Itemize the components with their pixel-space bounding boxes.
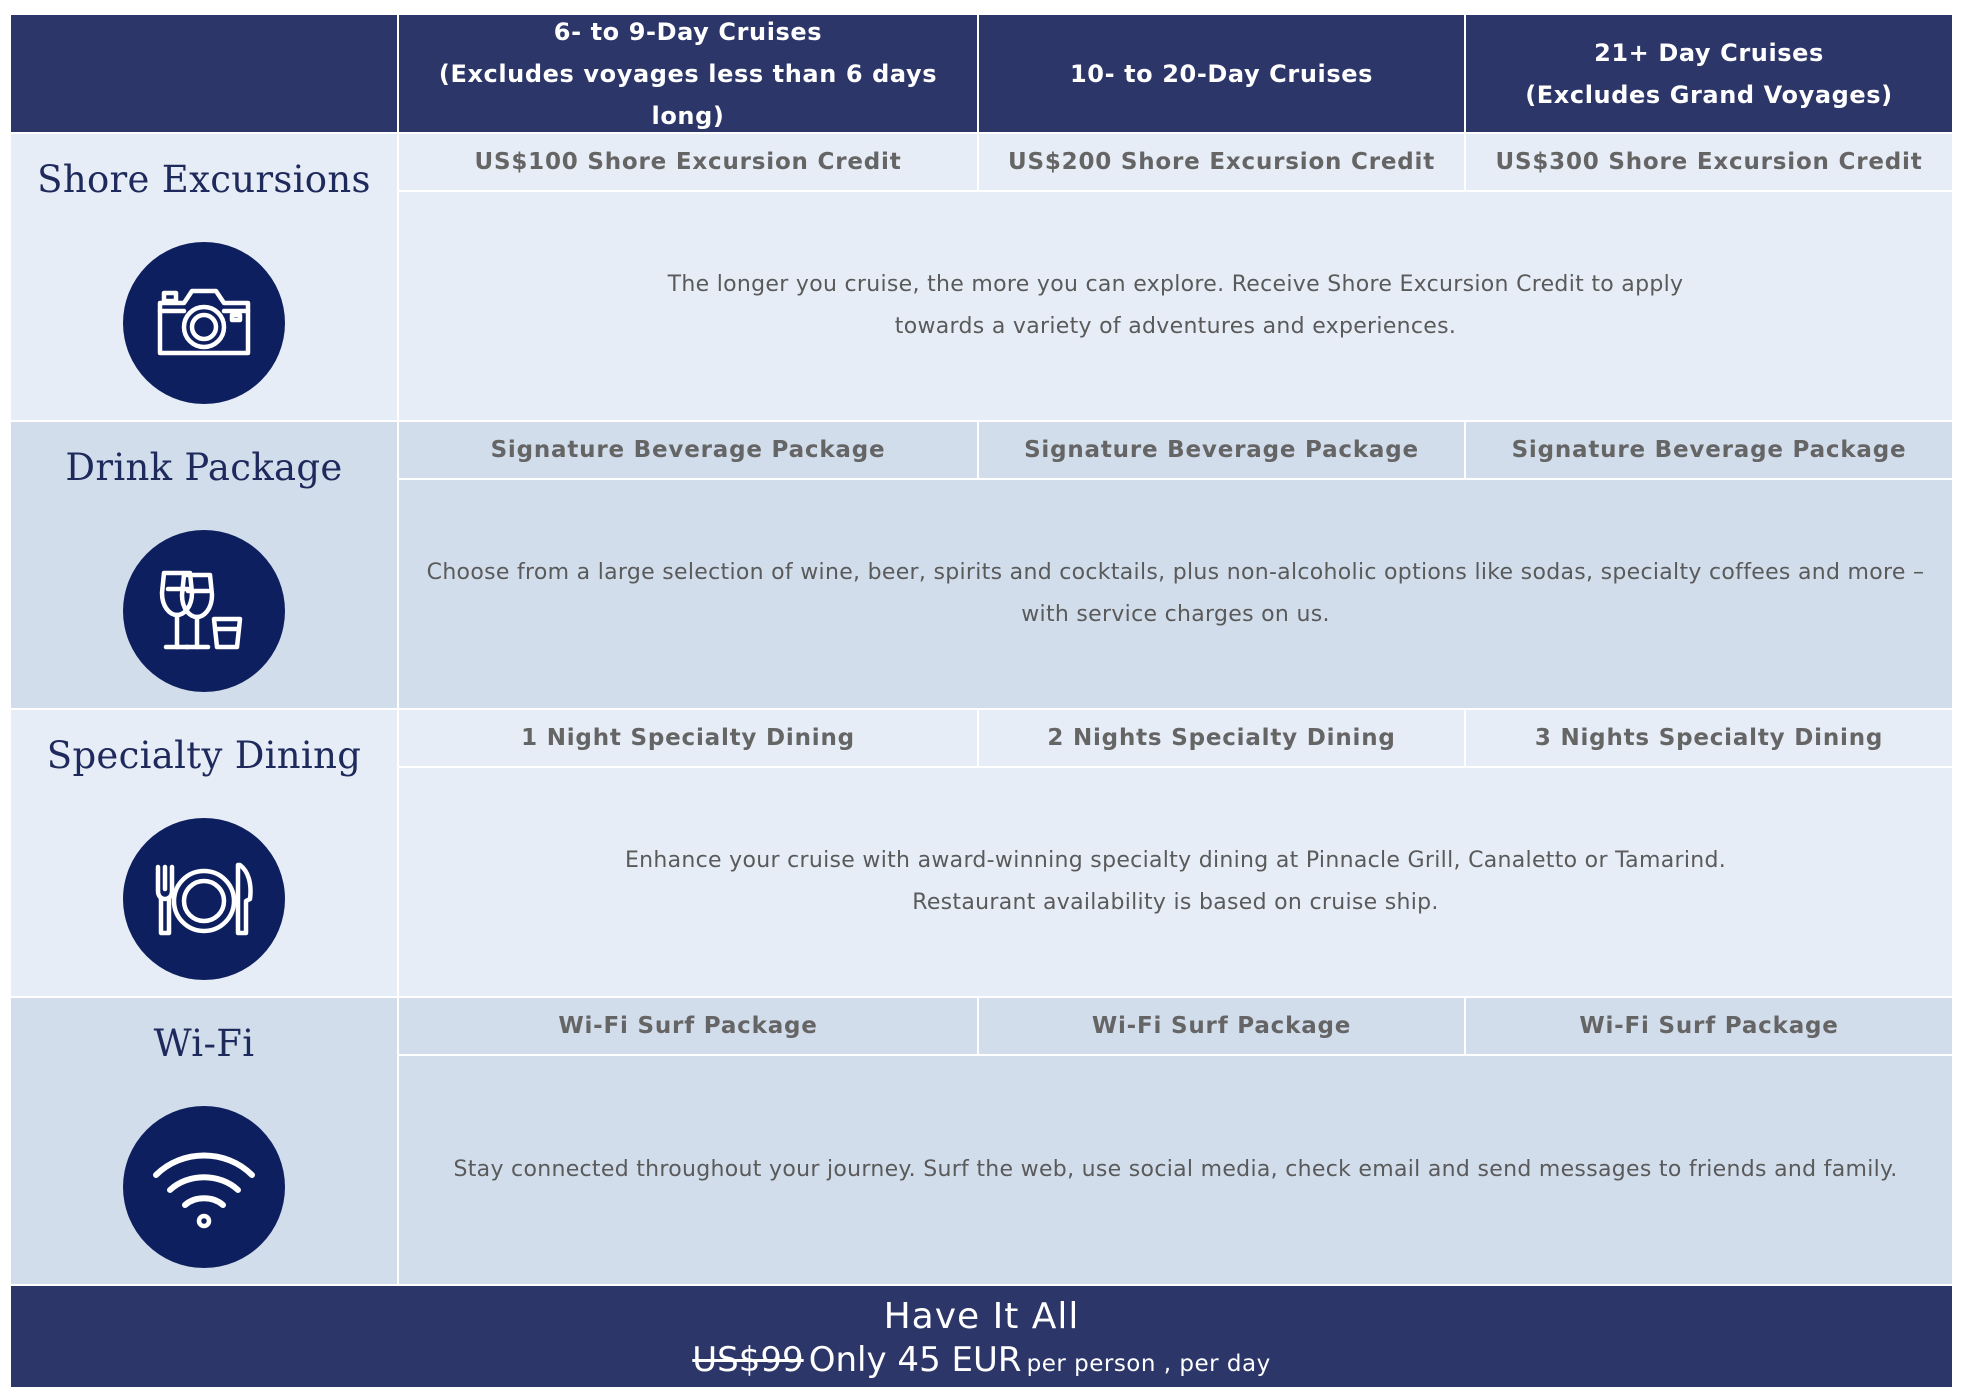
footer-price xyxy=(11,1338,1952,1388)
section-wifi xyxy=(11,998,1952,1284)
row-label xyxy=(11,998,397,1284)
header-col-note: (Excludes voyages less than 6 days long) xyxy=(438,59,938,130)
benefit-cell: US$200 Shore Excursion Credit xyxy=(979,134,1464,190)
benefit-cell: Signature Beverage Package xyxy=(979,422,1464,478)
header-col-title: 21+ Day Cruises xyxy=(1594,38,1824,67)
footer-title: Have It All xyxy=(883,1296,1080,1337)
header-col-21-plus-day xyxy=(1466,15,1952,132)
new-price: Only 45 EUR xyxy=(808,1340,1022,1380)
benefit-cell: 1 Night Specialty Dining xyxy=(399,710,977,766)
row-title: Drink Package xyxy=(65,446,343,489)
header-col-10-20-day xyxy=(979,15,1464,132)
description-line: towards a variety of adventures and experiences. xyxy=(894,314,1457,339)
header-col-note: (Excludes Grand Voyages) xyxy=(1525,80,1893,109)
description-line: Restaurant availability is based on cruise ship. xyxy=(912,890,1439,915)
benefit-cell: US$300 Shore Excursion Credit xyxy=(1466,134,1952,190)
row-title: Specialty Dining xyxy=(46,734,362,777)
price-unit: per person , per day xyxy=(1026,1351,1271,1377)
benefit-description xyxy=(399,192,1952,420)
description-line: Enhance your cruise with award-winning specialty dining at Pinnacle Grill, Canaletto or Tamarind. xyxy=(624,848,1727,873)
row-title: Shore Excursions xyxy=(37,158,371,201)
drinks-icon xyxy=(123,530,285,692)
benefit-description xyxy=(399,480,1952,708)
benefit-cell: US$100 Shore Excursion Credit xyxy=(399,134,977,190)
benefit-cell: Signature Beverage Package xyxy=(399,422,977,478)
camera-icon xyxy=(123,242,285,404)
header-col-title: 6- to 9-Day Cruises xyxy=(553,17,823,46)
description-line: Choose from a large selection of wine, beer, spirits and cocktails, plus non-alcoholic options like sodas, specialty coffees and more – xyxy=(426,560,1925,585)
benefit-cell: Wi-Fi Surf Package xyxy=(1466,998,1952,1054)
benefit-description xyxy=(399,768,1952,996)
benefit-description xyxy=(399,1056,1952,1284)
description-line: with service charges on us. xyxy=(1021,602,1330,627)
wifi-icon xyxy=(123,1106,285,1268)
dining-icon xyxy=(123,818,285,980)
section-specialty-dining xyxy=(11,710,1952,996)
benefit-cell: Signature Beverage Package xyxy=(1466,422,1952,478)
header-col-6-9-day xyxy=(399,15,977,132)
table-header xyxy=(11,15,1952,132)
row-label xyxy=(11,134,397,420)
header-empty-cell xyxy=(11,15,397,132)
header-col-title: 10- to 20-Day Cruises xyxy=(1070,59,1373,88)
benefit-cell: Wi-Fi Surf Package xyxy=(399,998,977,1054)
benefit-cell: Wi-Fi Surf Package xyxy=(979,998,1464,1054)
description-line: Stay connected throughout your journey. Surf the web, use social media, check email and send messages to friends and family. xyxy=(453,1157,1898,1182)
price-footer xyxy=(11,1286,1952,1387)
row-title: Wi-Fi xyxy=(153,1022,255,1065)
section-shore-excursions xyxy=(11,134,1952,420)
description-line: The longer you cruise, the more you can explore. Receive Shore Excursion Credit to apply xyxy=(667,272,1684,297)
comparison-table xyxy=(11,15,1952,1387)
benefit-cell: 3 Nights Specialty Dining xyxy=(1466,710,1952,766)
old-price: US$99 xyxy=(692,1340,804,1380)
row-label xyxy=(11,710,397,996)
benefit-cell: 2 Nights Specialty Dining xyxy=(979,710,1464,766)
section-drink-package xyxy=(11,422,1952,708)
row-label xyxy=(11,422,397,708)
